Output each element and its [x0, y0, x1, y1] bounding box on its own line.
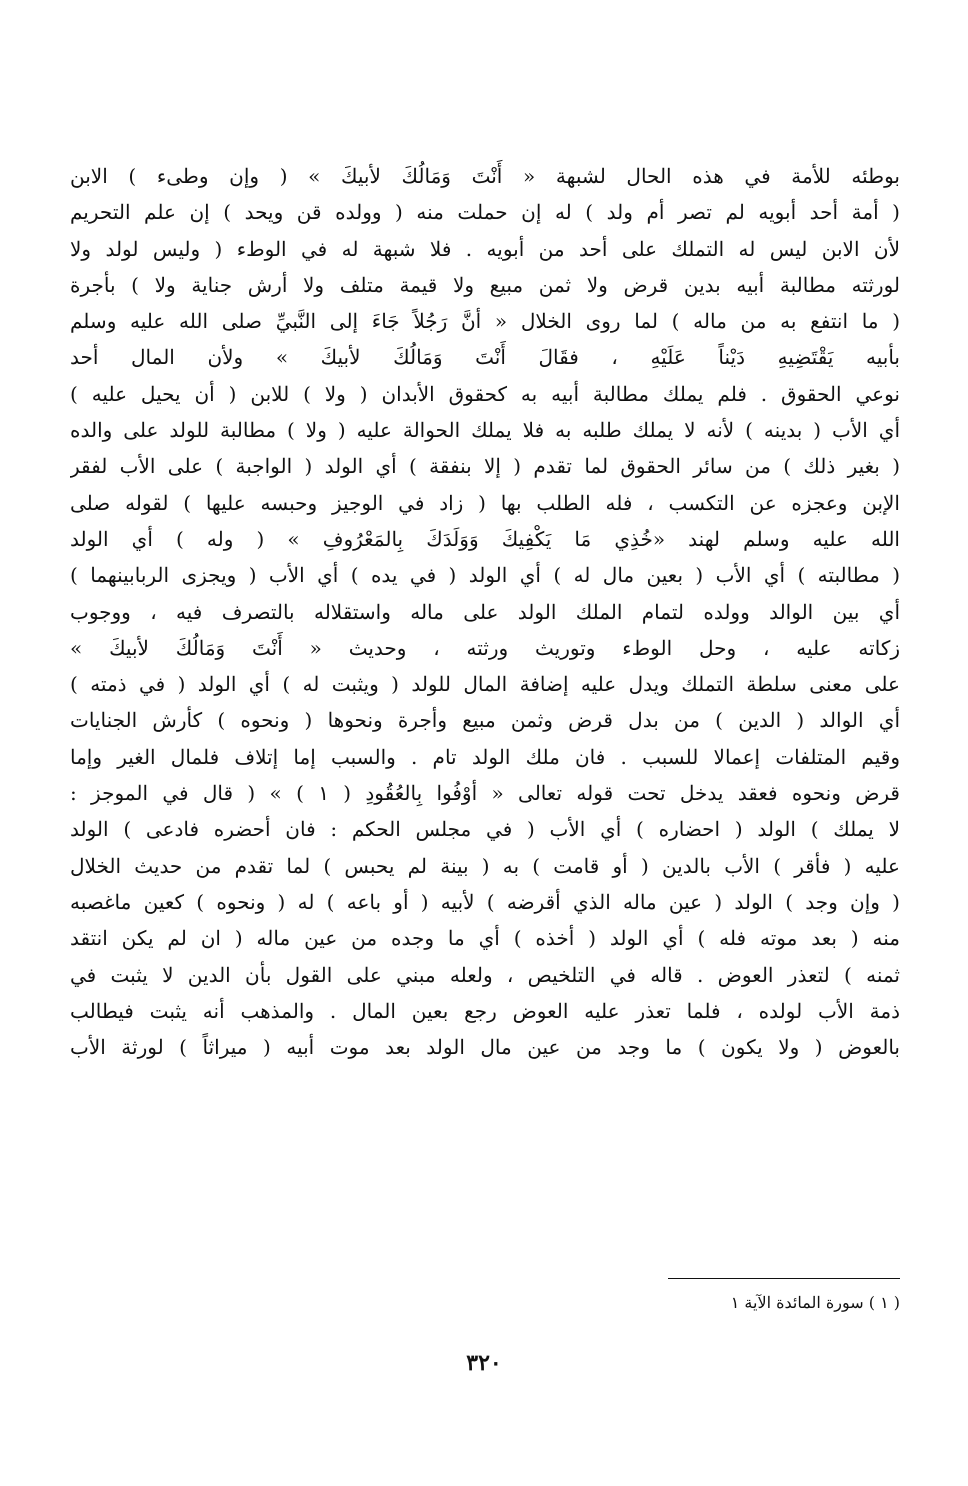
- text-line: منه ( بعد موته فله ) أي الولد ( أخذه ) أي ما وجده من عين ماله ( ان لم يكن انتقد: [70, 926, 900, 951]
- text-line: زكاته عليه ، وحل الوطء وتوريث ورثته ، وحديث « أَنْتَ وَمَالُكَ لأبيكَ »: [70, 635, 900, 660]
- text-line: بوطئه للأمة في هذه الحال لشبهة « أَنْتَ وَمَالُكَ لأبيكَ » ( وإن وطىء ) الابن: [70, 164, 900, 188]
- text-line: ( وإن وجد ) الولد ( عين ماله الذي أقرضه ) لأبيه ( أو باعه ) له ( ونحوه ) كعين ماغصبه: [70, 889, 900, 914]
- text-line: أي الوالد ( الدين ) من بدل قرض وثمن مبيع وأجرة ونحوها ( ونحوه ) كأرش الجنايات: [70, 708, 900, 733]
- text-line: الله عليه وسلم لهند «خُذِي مَا يَكْفِيكَ وَوَلَدَكَ بِالمَعْرُوفِ » ( وله ) أي الولد: [70, 526, 900, 551]
- text-line: وقيم المتلفات إعمالا للسبب . فان ملك الولد تام . والسبب إما إتلاف فلمال الغير وإما: [70, 744, 900, 769]
- text-line: لا يملك ) الولد ( احضاره ) أي الأب ( في مجلس الحكم : فان أحضره فادعى ) الولد: [70, 817, 900, 842]
- text-line: بأبيه يَقْتَضِيهِ دَيْناً عَلَيْهِ ، فقَالَ أَنْتَ وَمَالُكَ لأبيكَ » ولأن المال أحد: [70, 345, 900, 370]
- text-line: ( أمة أحد أبويه لم تصر أم ولد ) له إن حملت منه ( وولده قن ويحد ) إن علم التحريم: [70, 200, 900, 225]
- footnote: ( ١ ) سورة المائدة الآية ١: [730, 1293, 900, 1312]
- text-line: نوعي الحقوق . فلم يملك مطالبة أبيه به كحقوق الأبدان ( ولا ) للابن ( أن يحيل عليه ): [70, 381, 900, 406]
- text-line: أي الأب ( بدينه ) لأنه لا يملك طلبه به فلا يملك الحوالة عليه ( ولا ) مطالبة للولد على والده: [70, 418, 900, 443]
- text-line: لورثته مطالبة أبيه بدين قرض ولا ثمن مبيع ولا قيمة متلف ولا أرش جناية ولا ) بأجرة: [70, 272, 900, 297]
- text-line: ( بغير ذلك ) من سائر الحقوق لما تقدم ( إلا بنفقة ) أي الولد ( الواجبة ) على الأب لفقر: [70, 454, 900, 479]
- text-line: بالعوض ( ولا يكون ) ما وجد من عين مال الولد بعد موت أبيه ( ميراثاً ) لورثة الأب: [70, 1035, 900, 1060]
- text-line: الإبن وعجزه عن التكسب ، فله الطلب بها ( زاد في الوجيز وحبسه عليها ) لقوله صلى: [70, 490, 900, 515]
- text-line: ( ما انتفع به من ماله ) لما روى الخلال « أنَّ رَجُلاً جَاءَ إلى النَّبيِّ صلى الله عليه وسلم: [70, 309, 900, 334]
- page-number: ٣٢٠: [466, 1350, 502, 1376]
- text-line: أي بين الوالد وولده لتمام الملك الولد على ماله واستقلاله بالتصرف فيه ، ووجوب: [70, 599, 900, 624]
- text-line: ذمة الأب لولده ، فلما تعذر عليه العوض رجع بعين المال . والمذهب أنه يثبت فيطالب: [70, 998, 900, 1023]
- footnote-divider: [668, 1278, 900, 1279]
- main-text-block: [70, 158, 900, 1065]
- text-line: لأن الابن ليس له التملك على أحد من أبويه . فلا شبهة له في الوطء ( وليس لولد ولا: [70, 236, 900, 261]
- text-line: قرض ونحوه فعقد يدخل تحت قوله تعالى « أوْفُوا بِالعُقُودِ ( ١ ) » ( قال في الموجز :: [70, 781, 900, 806]
- text-line: ( مطالبته ) أي الأب ( بعين مال له ) أي الولد ( في يده ) أي الأب ( ويجزى الربابينهما ): [70, 563, 900, 588]
- text-line: عليه ( فأقر ) الأب بالدين ( أو قامت ) به ( بينة لم يحبس ) لما تقدم من حديث الخلال: [70, 853, 900, 878]
- text-line: ثمنه ) لتعذر العوض . قاله في التلخيص ، ولعله مبني على القول بأن الدين لا يثبت في: [70, 962, 900, 987]
- text-line: على معنى سلطة التملك ويدل عليه إضافة المال للولد ( ويثبت له ) أي الولد ( في ذمته ): [70, 672, 900, 697]
